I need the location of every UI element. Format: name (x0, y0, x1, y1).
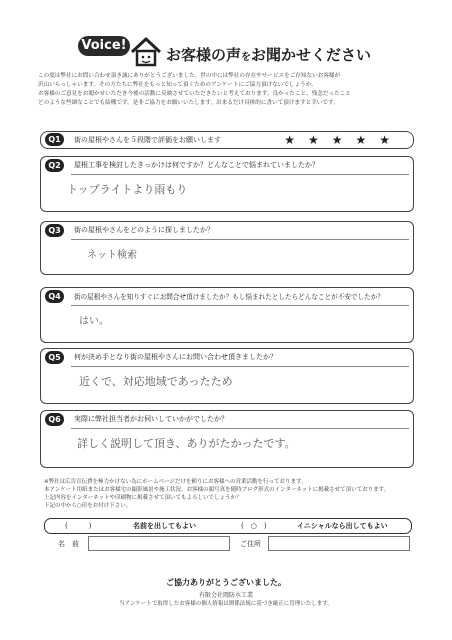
voice-badge: Voice! (78, 36, 130, 56)
question-text: 屋根工事を検討したきっかけは何ですか？どんなことで悩まれていましたか？ (74, 161, 319, 169)
consent-initial-mark[interactable]: ( ○ ) (241, 522, 267, 530)
intro-line: どのような些細なことでも結構です。是非ご協力をお願いいたします。出来るだけ具体的に書いて頂けますと幸いです。 (38, 100, 339, 106)
divider (71, 305, 409, 306)
divider (71, 239, 409, 240)
note-line: 上記内容をインターネットや印刷物に掲載させて頂いてもよろしいでしょうか？ (44, 495, 242, 501)
intro-line: この度は弊社にお問い合わせ頂き誠にありがとうございました。世の中には弊社の存在やサービスをご存知ないお客様が (38, 73, 341, 79)
divider (71, 428, 409, 429)
question-text: 街の屋根やさんを知りすぐにお問合せ頂けましたか？もし悩まれたとしたらどんなことが不安でしたか？ (74, 293, 384, 301)
company-name: 有限会社岡防水工業 (198, 592, 253, 599)
divider (71, 174, 409, 175)
question-text: 街の屋根やさんを５段階で評価をお願いします (74, 136, 221, 144)
consent-options (44, 518, 412, 534)
consent-name-mark[interactable]: ( ) (65, 522, 92, 530)
answer-text[interactable]: ネット検索 (87, 250, 137, 261)
question-number: Q2 (45, 159, 64, 172)
contact-fields (44, 536, 410, 552)
house-icon (128, 34, 164, 70)
title-main: お客様の声 (166, 46, 242, 64)
thanks-message: ご協力ありがとうございました。 (166, 578, 286, 587)
rating-stars[interactable]: ★★★★★ (284, 133, 403, 147)
publication-notes (44, 478, 424, 510)
question-number: Q5 (45, 351, 64, 364)
question-text: 何が決め手となり街の屋根やさんにお問い合わせ頂きましたか？ (74, 353, 277, 361)
note-line: 下記の中から○印をお付け下さい。 (44, 503, 132, 509)
privacy-note: 当アンケートで取得したお客様の個人情報は関係法規に基づき厳正に管理いたします。 (119, 601, 333, 607)
question-6 (40, 410, 414, 468)
title-connector: を (241, 52, 252, 63)
title-end: お聞かせください (251, 46, 372, 64)
consent-name-label: 名前を出してもよい (133, 522, 196, 530)
address-label: ご住所 (240, 540, 261, 548)
name-label: 名 前 (58, 540, 79, 548)
answer-text[interactable]: 詳しく説明して頂き、ありがたかったです。 (77, 437, 296, 450)
question-number: Q6 (45, 413, 64, 426)
question-1 (40, 131, 414, 149)
note-line: ※弊社は広告宣伝費を極力かけない為にホームページだけを頼りにお客様への営業活動を行っております。 (44, 479, 307, 485)
question-2 (40, 156, 414, 212)
question-3 (40, 221, 414, 275)
intro-text (38, 72, 428, 108)
question-text: 実際に弊社担当者がお伺いしていかがでしたか？ (74, 415, 228, 423)
note-line: 本アンケート用紙またはお客様宅の撮影風景や施工状況、お客様の顔写真を随時ブログ形式のインターネットに掲載させて頂いております。 (44, 487, 390, 493)
intro-line: 沢山いらっしゃいます。その方たちに弊社をもっと知って頂くためのアンケートにご協力頂けないでしょうか。 (38, 82, 317, 88)
intro-line: お客様のご意見をお聞かせいただき今後の活動に反映させていただきたいと考えております。良かったこと、残念だったこと (38, 91, 351, 97)
address-field[interactable] (268, 536, 410, 551)
answer-text[interactable]: はい。 (79, 316, 109, 327)
name-field[interactable] (88, 536, 230, 551)
answer-text[interactable]: トップライトより雨もり (67, 183, 188, 196)
question-4 (40, 287, 414, 343)
question-number: Q1 (45, 133, 64, 146)
question-number: Q3 (45, 224, 64, 237)
question-5 (40, 348, 414, 404)
page-title (166, 44, 371, 65)
consent-initial-label: イニシャルなら出してもよい (297, 522, 388, 530)
question-text: 街の屋根やさんをどのように探しましたか？ (74, 226, 214, 234)
answer-text[interactable]: 近くで、対応地域であったため (79, 375, 233, 388)
question-number: Q4 (45, 290, 64, 303)
divider (71, 366, 409, 367)
